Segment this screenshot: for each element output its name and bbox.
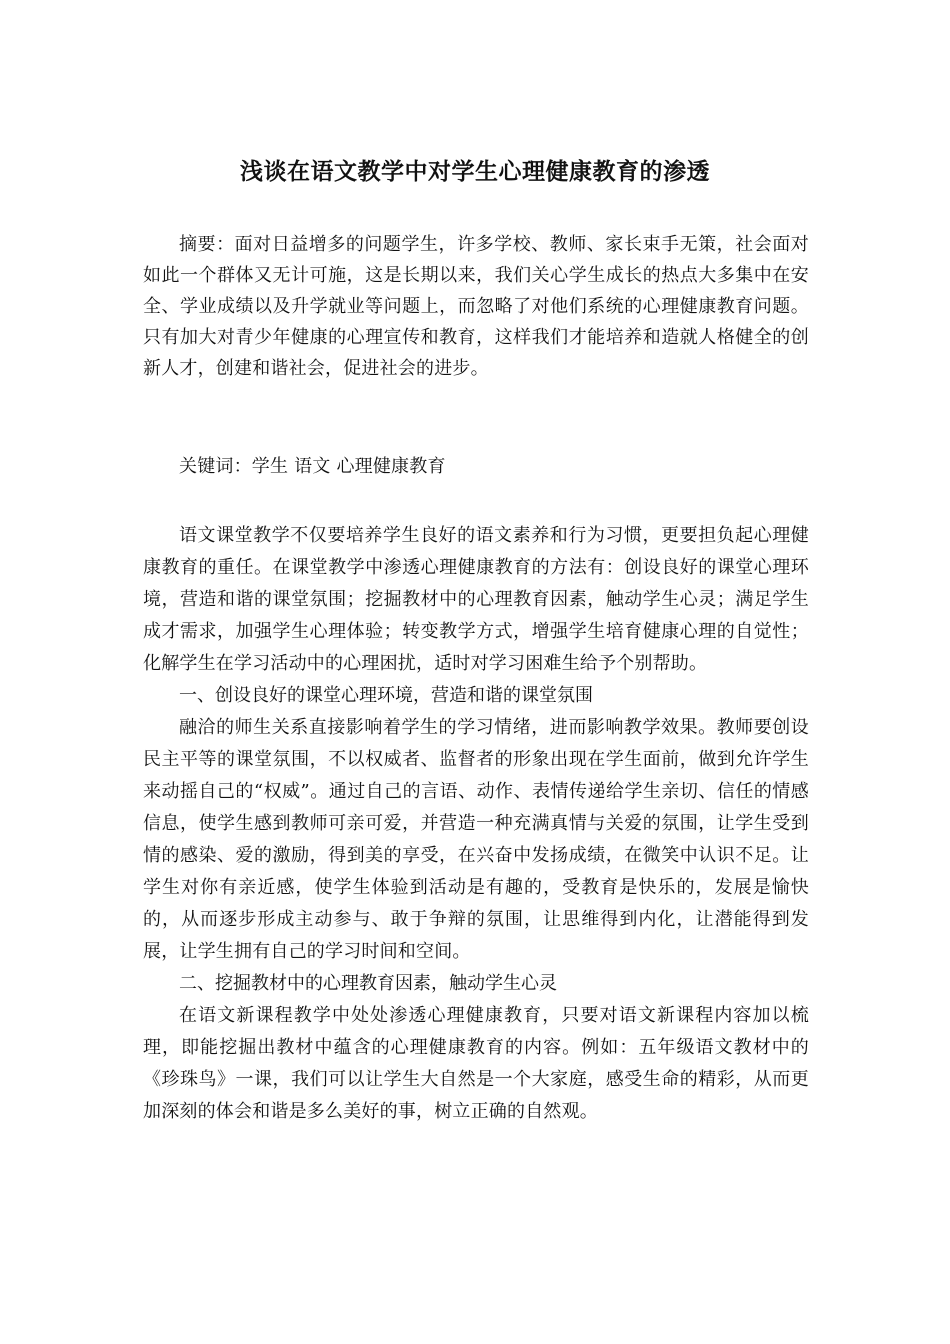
- abstract-section: [143, 229, 809, 384]
- section-1-heading: 一、创设良好的课堂心理环境，营造和谐的课堂氛围: [179, 685, 593, 706]
- abstract-paragraph: 摘要：面对日益增多的问题学生，许多学校、教师、家长束手无策，社会面对如此一个群体又无计可施，这是长期以来，我们关心学生成长的热点大多集中在安全、学业成绩以及升学就业等问题上，而忽略了对他们系统的心理健康教育问题。只有加大对青少年健康的心理宣传和教育，这样我们才能培养和造就人格健全的创新人才，创建和谐社会，促进社会的进步。: [143, 234, 809, 379]
- body-section: [143, 520, 809, 1128]
- intro-paragraph: 语文课堂教学不仅要培养学生良好的语文素养和行为习惯，更要担负起心理健康教育的重任。在课堂教学中渗透心理健康教育的方法有：创设良好的课堂心理环境，营造和谐的课堂氛围；挖掘教材中的心理教育因素，触动学生心灵；满足学生成才需求，加强学生心理体验；转变教学方式，增强学生培育健康心理的自觉性；化解学生在学习活动中的心理困扰，适时对学习困难生给予个别帮助。: [143, 525, 809, 674]
- document-title: 浅谈在语文教学中对学生心理健康教育的渗透: [240, 159, 710, 185]
- section-1-paragraph: 融洽的师生关系直接影响着学生的学习情绪，进而影响教学效果。教师要创设民主平等的课堂氛围，不以权威者、监督者的形象出现在学生面前，做到允许学生来动摇自己的“权威”。通过自己的言语、动作、表情传递给学生亲切、信任的情感信息，使学生感到教师可亲可爱，并营造一种充满真情与关爱的氛围，让学生受到情的感染、爱的激励，得到美的享受，在兴奋中发扬成绩，在微笑中认识不足。让学生对你有亲近感，使学生体验到活动是有趣的，受教育是快乐的，发展是愉快的，从而逐步形成主动参与、敢于争辩的氛围，让思维得到内化，让潜能得到发展，让学生拥有自己的学习时间和空间。: [143, 717, 809, 962]
- keywords-section: [143, 451, 809, 482]
- section-2-paragraph: 在语文新课程教学中处处渗透心理健康教育，只要对语文新课程内容加以梳理，即能挖掘出教材中蕴含的心理健康教育的内容。例如：五年级语文教材中的《珍珠鸟》一课，我们可以让学生大自然是一个大家庭，感受生命的精彩，从而更加深刻的体会和谐是多么美好的事，树立正确的自然观。: [143, 1005, 809, 1122]
- keywords-line: 关键词：学生 语文 心理健康教育: [179, 456, 446, 477]
- section-2-heading: 二、挖掘教材中的心理教育因素，触动学生心灵: [179, 973, 557, 994]
